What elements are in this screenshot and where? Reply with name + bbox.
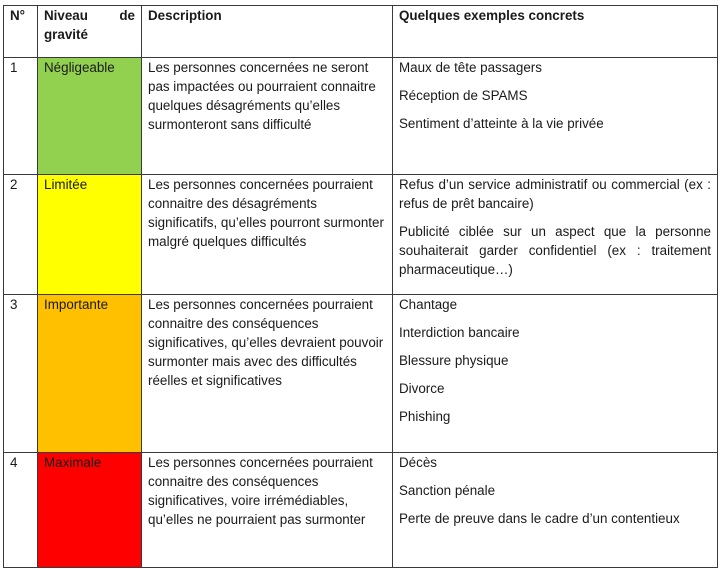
row-description: Les personnes concernées pourraient connaitre des désagréments significatifs, qu’elles pourront surmonter malgré quelques difficultés (142, 175, 393, 295)
example-item: Perte de preuve dans le cadre d’un contentieux (399, 511, 680, 526)
table-row (4, 453, 718, 568)
example-item: Maux de tête passagers (399, 60, 542, 75)
row-num: 4 (4, 453, 38, 568)
row-examples (393, 175, 718, 295)
gravity-levels-table (3, 5, 718, 568)
example-item: Divorce (399, 381, 445, 396)
example-item: Interdiction bancaire (399, 325, 520, 340)
table-header-row (4, 6, 718, 58)
example-item: Sanction pénale (399, 483, 496, 498)
header-examples: Quelques exemples concrets (393, 6, 718, 58)
example-item: Refus d’un service administratif ou commercial (ex : refus de prêt bancaire) (399, 177, 711, 211)
row-description: Les personnes concernées pourraient connaitre des conséquences significatives, voire irrémédiables, qu’elles ne pourraient pas surmonter (142, 453, 393, 568)
example-item: Phishing (399, 409, 451, 424)
header-description: Description (142, 6, 393, 58)
example-item: Publicité ciblée sur un aspect que la personne souhaiterait garder confidentiel (ex : traitement pharmaceutique…) (399, 224, 711, 277)
table-row (4, 295, 718, 453)
gravity-level-label: Négligeable (44, 60, 115, 75)
table-row (4, 58, 718, 175)
header-level-line2: gravité (44, 27, 88, 42)
row-num: 2 (4, 175, 38, 295)
row-examples (393, 295, 718, 453)
example-item: Chantage (399, 297, 458, 312)
gravity-level-label: Importante (44, 297, 109, 312)
row-description: Les personnes concernées pourraient connaitre des conséquences significatives, qu’elles devraient pouvoir surmonter mais avec des difficultés réelles et significatives (142, 295, 393, 453)
example-item: Sentiment d’atteinte à la vie privée (399, 116, 604, 131)
header-num: N° (4, 6, 38, 58)
row-examples (393, 58, 718, 175)
row-num: 3 (4, 295, 38, 453)
row-description: Les personnes concernées ne seront pas impactées ou pourraient connaitre quelques désagréments qu’elles surmonteront sans difficulté (142, 58, 393, 175)
gravity-level-label: Maximale (44, 455, 102, 470)
gravity-level-cell (38, 58, 142, 175)
gravity-level-label: Limitée (44, 177, 88, 192)
row-num: 1 (4, 58, 38, 175)
gravity-level-cell (38, 453, 142, 568)
header-level (38, 6, 142, 58)
header-level-line1: Niveau de (44, 8, 135, 23)
table-row (4, 175, 718, 295)
gravity-level-cell (38, 295, 142, 453)
row-examples (393, 453, 718, 568)
example-item: Décès (399, 455, 437, 470)
gravity-level-cell (38, 175, 142, 295)
example-item: Blessure physique (399, 353, 509, 368)
example-item: Réception de SPAMS (399, 88, 528, 103)
